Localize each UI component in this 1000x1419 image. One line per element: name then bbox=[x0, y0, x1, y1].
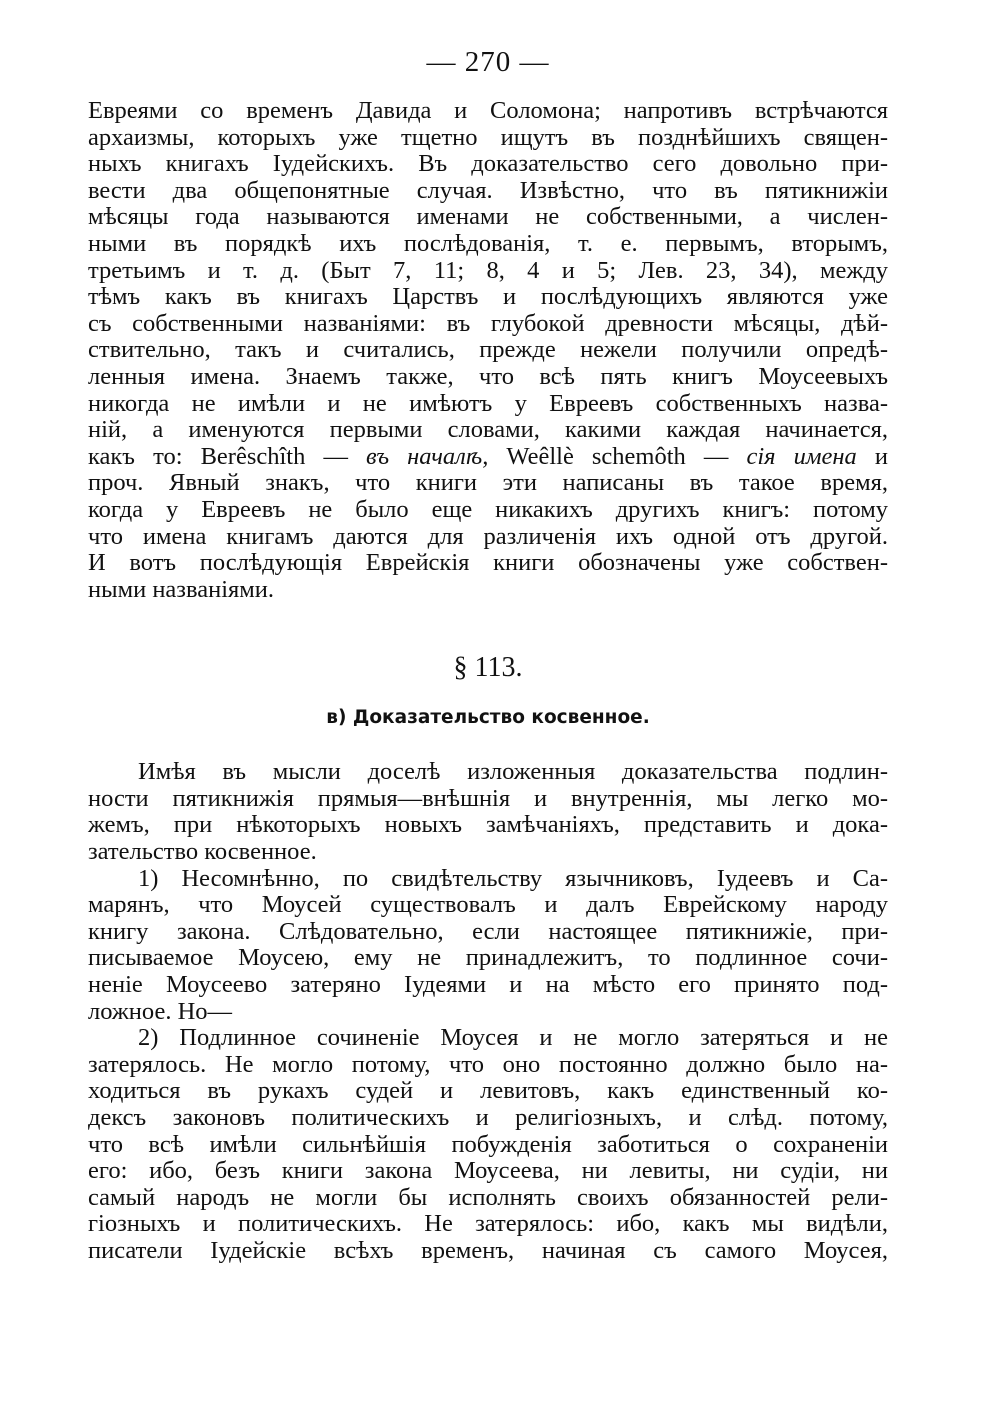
text-line: Имѣя въ мысли доселѣ изложенныя доказательства подлин- bbox=[138, 758, 888, 786]
text-line: Евреями со временъ Давида и Соломона; напротивъ встрѣчаются bbox=[88, 97, 888, 124]
text-line: ности пятикнижія прямыя—внѣшнія и внутреннія, мы легко мо- bbox=[88, 784, 888, 812]
text-line: 2) Подлинное сочиненіе Моусея и не могло затеряться и не bbox=[138, 1024, 888, 1052]
text-line: писатели Іудейскіе всѣхъ временъ, начиная съ самого Моусея, bbox=[88, 1236, 888, 1264]
text-line: мѣсяцы года называются именами не собственными, а числен- bbox=[88, 203, 888, 231]
text-line: ленныя имена. Знаемъ также, что всѣ пять книгъ Моусеевыхъ bbox=[88, 362, 888, 390]
text-line: что имена книгамъ даются для различенія ихъ одной отъ другой. bbox=[88, 522, 888, 550]
text-segment: и bbox=[856, 442, 888, 470]
text-segment: какъ то: Berêschîth — bbox=[88, 442, 367, 470]
text-line: съ собственными названіями: въ глубокой древности мѣсяцы, дѣй- bbox=[88, 309, 888, 337]
text-line: проч. Явный знакъ, что книги эти написаны въ такое время, bbox=[88, 469, 888, 497]
italic-translation: въ началѣ, bbox=[366, 442, 489, 470]
text-line: самый народъ не могли бы исполнять своихъ обязанностей рели- bbox=[88, 1183, 888, 1211]
text-line: гіозныхъ и политическихъ. Не затерялось: ибо, какъ мы видѣли, bbox=[88, 1210, 888, 1238]
italic-translation: сія имена bbox=[746, 442, 857, 470]
text-line: 1) Несомнѣнно, по свидѣтельству язычниковъ, Іудеевъ и Са- bbox=[138, 864, 888, 892]
paragraph-3 bbox=[88, 866, 888, 1026]
paragraph-2 bbox=[88, 759, 888, 865]
text-line: тѣмъ какъ въ книгахъ Царствъ и послѣдующихъ являются уже bbox=[88, 283, 888, 311]
text-line: марянъ, что Моусей существовалъ и далъ Еврейскому народу bbox=[88, 891, 888, 919]
text-line: ходиться въ рукахъ судей и левитовъ, какъ единственный ко- bbox=[88, 1077, 888, 1105]
text-segment: Weêllè schemôth — bbox=[488, 442, 747, 470]
text-line: писываемое Моусею, ему не принадлежитъ, то подлинное сочи- bbox=[88, 944, 888, 972]
page-number: — 270 — bbox=[426, 46, 550, 78]
text-line: третьимъ и т. д. (Быт 7, 11; 8, 4 и 5; Лев. 23, 34), между bbox=[88, 256, 888, 284]
text-line: когда у Евреевъ не было еще никакихъ другихъ книгъ: потому bbox=[88, 495, 888, 523]
text-line-with-italics bbox=[88, 444, 888, 471]
text-line: что всѣ имѣли сильнѣйшія побужденія заботиться о сохраненіи bbox=[88, 1130, 888, 1158]
text-line: дексъ законовъ политическихъ и религіозныхъ, и слѣд. потому, bbox=[88, 1104, 888, 1131]
text-line: ными названіями. bbox=[88, 575, 275, 603]
document-page bbox=[88, 42, 888, 1265]
text-line: ными въ порядкѣ ихъ послѣдованія, т. е. первымъ, вторымъ, bbox=[88, 229, 888, 257]
paragraph-1 bbox=[88, 98, 888, 603]
text-line: жемъ, при нѣкоторыхъ новыхъ замѣчаніяхъ, представить и дока- bbox=[88, 811, 888, 839]
text-line: И вотъ послѣдующія Еврейскія книги обозначены уже собствен- bbox=[88, 549, 888, 577]
text-line: никогда не имѣли и не имѣютъ у Евреевъ собственныхъ назва- bbox=[88, 389, 888, 417]
section-number: § 113. bbox=[453, 652, 523, 684]
text-line: вести два общепонятные случая. Извѣстно, что въ пятикнижіи bbox=[88, 176, 888, 204]
paragraph-4 bbox=[88, 1025, 888, 1264]
text-line: архаизмы, которыхъ уже тщетно ищутъ въ позднѣйшихъ священ- bbox=[88, 123, 888, 151]
section-title: в) Доказательство косвенное. bbox=[326, 707, 650, 729]
text-line: зательство косвенное. bbox=[88, 838, 317, 866]
text-line: затерялось. Не могло потому, что оно постоянно должно было на- bbox=[88, 1050, 888, 1078]
text-line: книгу закона. Слѣдовательно, если настоящее пятикнижіе, при- bbox=[88, 917, 888, 945]
text-line: ній, а именуются первыми словами, какими каждая начинается, bbox=[88, 416, 888, 444]
text-line: ствительно, такъ и считались, прежде нежели получили опредѣ- bbox=[88, 336, 888, 364]
text-line: его: ибо, безъ книги закона Моусеева, ни левиты, ни судіи, ни bbox=[88, 1157, 888, 1185]
text-line: неніе Моусеево затеряно Іудеями и на мѣсто его принято под- bbox=[88, 971, 888, 999]
text-line: ложное. Но— bbox=[88, 997, 233, 1025]
text-line: ныхъ книгахъ Іудейскихъ. Въ доказательство сего довольно при- bbox=[88, 150, 888, 178]
